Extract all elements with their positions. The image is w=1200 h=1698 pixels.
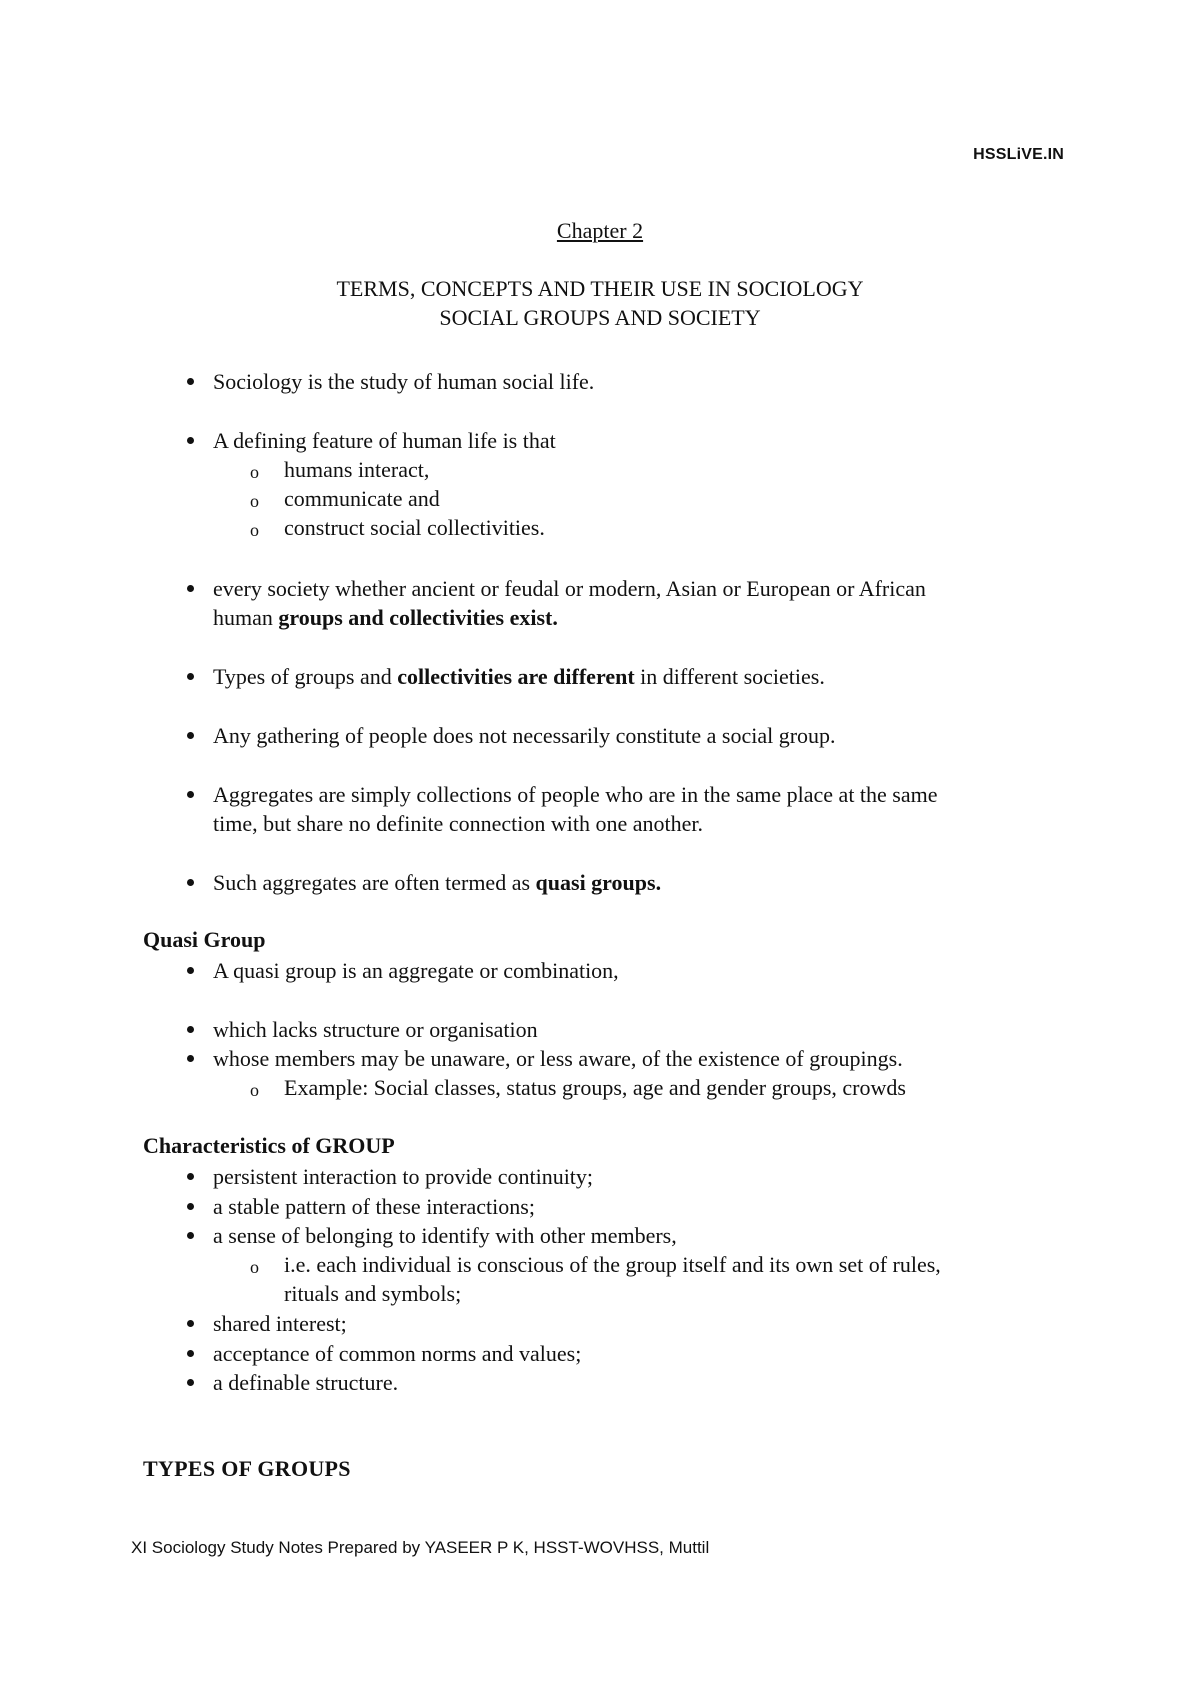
sub-bullet-item: o communicate and <box>250 486 440 511</box>
bullet-item: A defining feature of human life is that <box>213 426 1083 455</box>
bullet-dot <box>187 378 194 385</box>
section-heading-types-of-groups: TYPES OF GROUPS <box>143 1456 351 1481</box>
bullet-item: Sociology is the study of human social life. <box>213 367 1083 396</box>
bullet-item: which lacks structure or organisation <box>213 1015 1083 1044</box>
bullet-dot <box>187 1320 194 1327</box>
title-line-2: SOCIAL GROUPS AND SOCIETY <box>439 305 761 330</box>
bullet-dot <box>187 1350 194 1357</box>
bullet-item: acceptance of common norms and values; <box>213 1339 1083 1368</box>
bullet-dot <box>187 1173 194 1180</box>
bullet-dot <box>187 1379 194 1386</box>
bullet-dot <box>187 437 194 444</box>
section-heading-characteristics: Characteristics of GROUP <box>143 1133 395 1158</box>
section-heading-quasi-group: Quasi Group <box>143 927 266 952</box>
bullet-dot <box>187 1203 194 1210</box>
sub-bullet-marker: o <box>250 520 259 540</box>
title-line-1: TERMS, CONCEPTS AND THEIR USE IN SOCIOLOGY <box>336 276 864 301</box>
sub-bullet-item: o Example: Social classes, status groups, age and gender groups, crowds <box>250 1075 906 1100</box>
bullet-item: shared interest; <box>213 1309 1083 1338</box>
sub-bullet-item: o humans interact, <box>250 457 430 482</box>
sub-bullet-item: o i.e. each individual is conscious of the group itself and its own set of rules, rituals and symbols; <box>250 1252 941 1306</box>
bullet-dot <box>187 1026 194 1033</box>
bullet-item: a stable pattern of these interactions; <box>213 1192 1083 1221</box>
sub-bullet-marker: o <box>250 462 259 482</box>
bullet-item: every society whether ancient or feudal or modern, Asian or European or African human groups and collectivities exist. <box>213 574 1083 632</box>
bullet-item: Such aggregates are often termed as quasi groups. <box>213 868 1083 897</box>
bullet-dot <box>187 732 194 739</box>
bullet-item: persistent interaction to provide continuity; <box>213 1162 1083 1191</box>
sub-bullet-marker: o <box>250 1257 259 1277</box>
bullet-dot <box>187 1232 194 1239</box>
bullet-dot <box>187 967 194 974</box>
sub-bullet-marker: o <box>250 491 259 511</box>
bullet-item: a definable structure. <box>213 1368 1083 1397</box>
footer-note: XI Sociology Study Notes Prepared by YASEER P K, HSST-WOVHSS, Muttil <box>131 1538 710 1557</box>
header-site-name: HSSLiVE.IN <box>973 146 1064 163</box>
bullet-item: Aggregates are simply collections of people who are in the same place at the same time, but share no definite connection with one another. <box>213 780 1083 838</box>
bullet-dot <box>187 879 194 886</box>
bullet-dot <box>187 791 194 798</box>
bullet-item: Types of groups and collectivities are different in different societies. <box>213 662 1083 691</box>
bullet-item: A quasi group is an aggregate or combination, <box>213 956 1083 985</box>
chapter-label: Chapter 2 <box>556 218 644 243</box>
bullet-dot <box>187 1055 194 1062</box>
sub-bullet-item: o construct social collectivities. <box>250 515 545 540</box>
bullet-item: whose members may be unaware, or less aware, of the existence of groupings. <box>213 1044 1083 1073</box>
bullet-dot <box>187 585 194 592</box>
bullet-item: a sense of belonging to identify with other members, <box>213 1221 1083 1250</box>
bullet-item: Any gathering of people does not necessarily constitute a social group. <box>213 721 1083 750</box>
sub-bullet-marker: o <box>250 1080 259 1100</box>
bullet-dot <box>187 673 194 680</box>
